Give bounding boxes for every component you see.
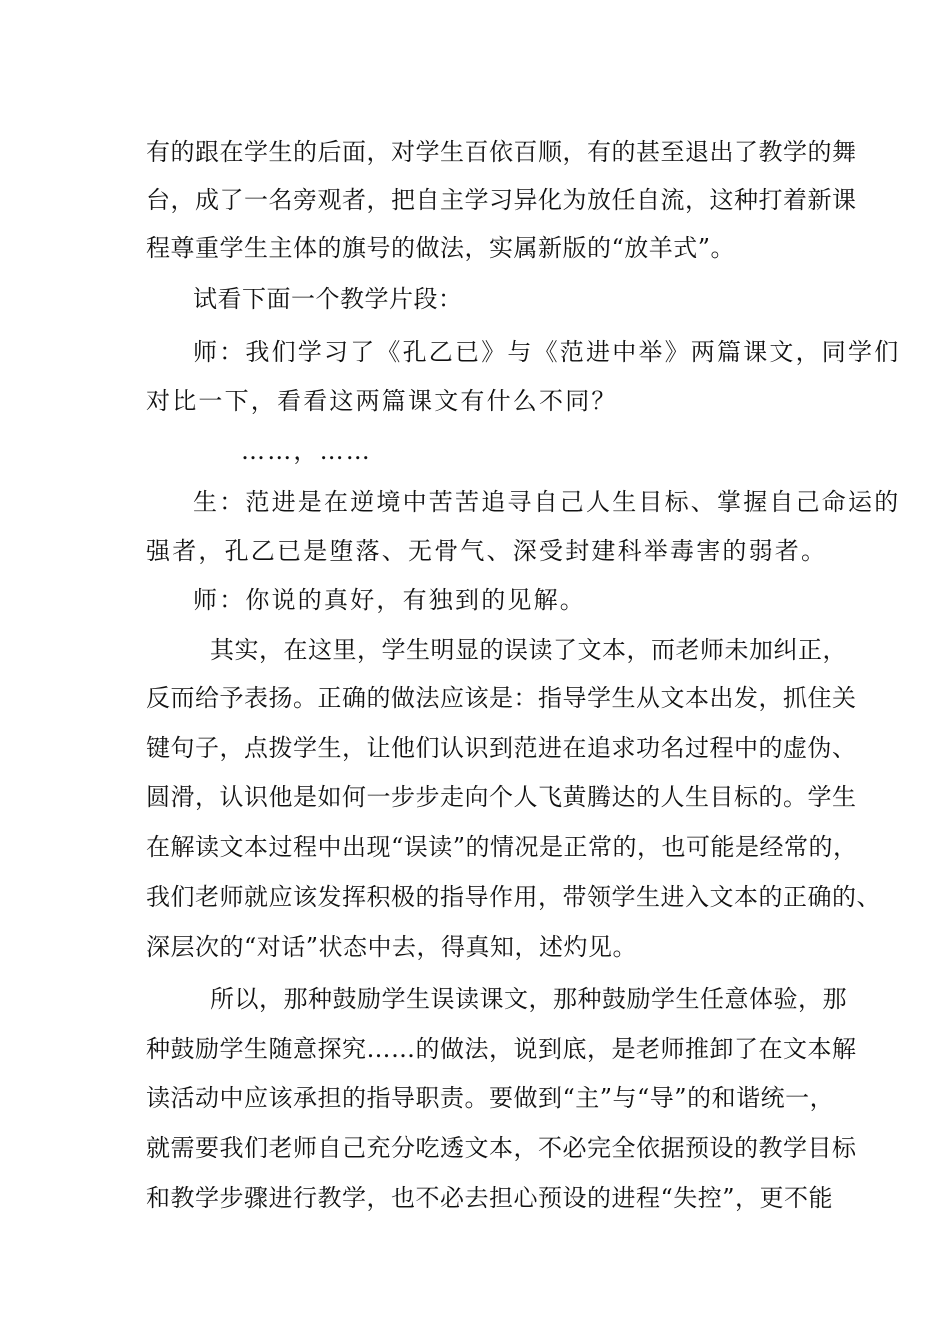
- text-line: 读活动中应该承担的指导职责。要做到“主”与“导”的和谐统一，: [146, 1084, 835, 1112]
- text-line: 键句子，点拨学生，让他们认识到范进在追求功名过程中的虚伪、: [146, 734, 857, 762]
- text-line: 就需要我们老师自己充分吃透文本，不必完全依据预设的教学目标: [146, 1134, 857, 1162]
- text-line: 生：范进是在逆境中苦苦追寻自己人生目标、掌握自己命运的: [193, 488, 901, 516]
- text-line: 试看下面一个教学片段：: [193, 285, 463, 313]
- text-line: 在解读文本过程中出现“误读”的情况是正常的，也可能是经常的，: [146, 833, 858, 861]
- text-line: 反而给予表扬。正确的做法应该是：指导学生从文本出发，抓住关: [146, 684, 857, 712]
- text-line: 台，成了一名旁观者，把自主学习异化为放任自流，这种打着新课: [146, 186, 857, 214]
- text-line: ……，……: [241, 437, 372, 465]
- text-line: 圆滑，认识他是如何一步步走向个人飞黄腾达的人生目标的。学生: [146, 783, 857, 811]
- text-line: 种鼓励学生随意探究……的做法，说到底，是老师推卸了在文本解: [146, 1035, 857, 1063]
- text-line: 对比一下，看看这两篇课文有什么不同？: [146, 387, 618, 415]
- text-line: 师：我们学习了《孔乙已》与《范进中举》两篇课文，同学们: [193, 338, 901, 366]
- text-line: 我们老师就应该发挥积极的指导作用，带领学生进入文本的正确的、: [146, 883, 881, 911]
- text-line: 强者，孔乙已是堕落、无骨气、深受封建科举毒害的弱者。: [146, 537, 828, 565]
- text-line: 深层次的“对话”状态中去，得真知，述灼见。: [146, 933, 638, 961]
- text-line: 其实，在这里，学生明显的误读了文本，而老师未加纠正，: [210, 636, 847, 664]
- text-line: 所以，那种鼓励学生误读课文，那种鼓励学生任意体验，那: [210, 985, 847, 1013]
- text-line: 有的跟在学生的后面，对学生百依百顺，有的甚至退出了教学的舞: [146, 138, 857, 166]
- text-line: 程尊重学生主体的旗号的做法，实属新版的“放羊式”。: [146, 234, 736, 262]
- text-line: 师：你说的真好，有独到的见解。: [193, 586, 586, 614]
- text-line: 和教学步骤进行教学，也不必去担心预设的进程“失控”，更不能: [146, 1184, 834, 1212]
